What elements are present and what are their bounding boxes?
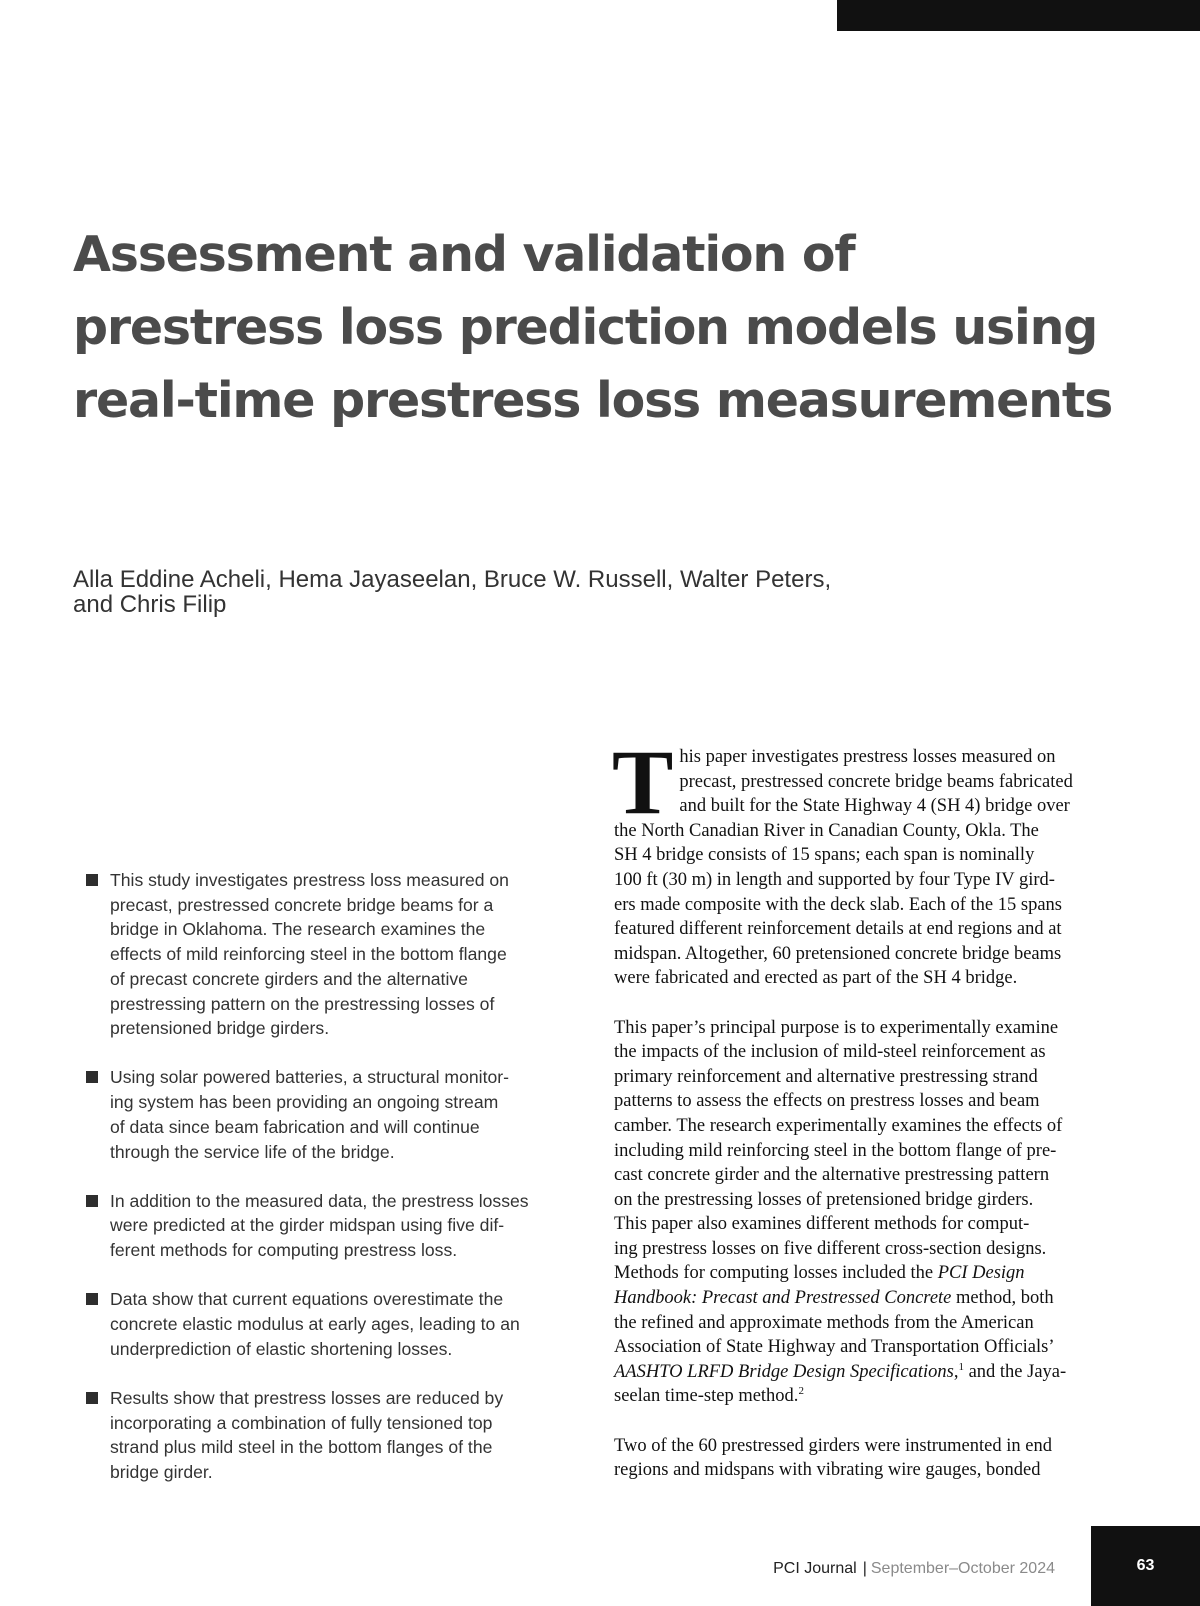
body-line: Two of the 60 prestressed girders were instrumented in end [614,1435,1052,1456]
body-line: precast, prestressed concrete bridge beams fabricated [679,771,1073,792]
italic-title: AASHTO LRFD Bridge Design Specifications [614,1361,954,1382]
square-bullet-icon [86,1392,98,1404]
title-line: Assessment and validation of [73,226,855,283]
title-line: prestress loss prediction models using [73,299,1098,356]
issue-date: September–October 2024 [870,1560,1055,1577]
key-point-line: ferent methods for computing prestress loss. [110,1240,458,1261]
author-line: Alla Eddine Acheli, Hema Jayaseelan, Bruce W. Russell, Walter Peters, [73,566,832,593]
key-point-line: of precast concrete girders and the alternative [110,968,468,989]
footer-separator: | [862,1560,867,1577]
body-line: ing prestress losses on five different cross-section designs. [614,1238,1047,1259]
key-point [86,1386,586,1485]
body-line: his paper investigates prestress losses measured on [679,747,1056,767]
text-run: method, both [951,1288,1054,1309]
text-run: and the Jaya- [963,1361,1067,1382]
body-line: ers made composite with the deck slab. Each of the 15 spans [614,894,1062,915]
key-point-line: Data show that current equations overestimate the [110,1289,504,1310]
body-line: and built for the State Highway 4 (SH 4) bridge over [679,796,1070,817]
key-point-line: pretensioned bridge girders. [110,1018,330,1039]
body-line: the impacts of the inclusion of mild-steel reinforcement as [614,1042,1046,1063]
key-point [86,1189,586,1263]
key-point-line: prestressing pattern on the prestressing losses of [110,993,495,1014]
key-point-line: In addition to the measured data, the prestress losses [110,1190,529,1211]
page-number-box [1091,1526,1200,1606]
key-point-line: precast, prestressed concrete bridge beams for a [110,894,494,915]
body-line: cast concrete girder and the alternative prestressing pattern [614,1165,1050,1186]
key-point-line: were predicted at the girder midspan using five dif- [110,1215,505,1236]
key-point-line: This study investigates prestress loss measured on [110,870,509,890]
square-bullet-icon [86,1293,98,1305]
key-point-line: incorporating a combination of fully tensioned top [110,1412,493,1433]
header-bar [837,0,1200,31]
key-point-line: of data since beam fabrication and will continue [110,1116,480,1137]
key-point-line: concrete elastic modulus at early ages, leading to an [110,1314,520,1335]
body-line: were fabricated and erected as part of the SH 4 bridge. [614,968,1018,989]
body-paragraph [614,1016,1134,1410]
body-line: This paper also examines different methods for comput- [614,1214,1030,1235]
journal-name: PCI Journal [773,1560,857,1577]
body-line: This paper’s principal purpose is to experimentally examine [614,1017,1059,1038]
article-title [73,218,1173,437]
body-line [614,1286,1134,1311]
page-number: 63 [1136,1557,1155,1574]
key-point-line: underprediction of elastic shortening losses. [110,1338,453,1359]
citation-ref: 2 [798,1385,804,1398]
key-point-line: Results show that prestress losses are reduced by [110,1387,504,1408]
body-line: 100 ft (30 m) in length and supported by four Type IV gird- [614,869,1055,890]
key-point-line: effects of mild reinforcing steel in the bottom flange [110,944,507,965]
author-list [73,567,1073,617]
key-point [86,868,586,1041]
citation-ref: 1 [958,1360,964,1373]
key-point-line: bridge girder. [110,1462,213,1483]
square-bullet-icon [86,1071,98,1083]
body-paragraph [614,1434,1134,1483]
body-line: patterns to assess the effects on prestress losses and beam [614,1091,1040,1112]
body-line: including mild reinforcing steel in the bottom flange of pre- [614,1140,1057,1161]
title-line: real-time prestress loss measurements [73,372,1113,429]
square-bullet-icon [86,874,98,886]
key-point-line: strand plus mild steel in the bottom flanges of the [110,1437,493,1458]
body-line: the North Canadian River in Canadian County, Okla. The [614,820,1039,841]
drop-cap: T [612,731,674,833]
square-bullet-icon [86,1195,98,1207]
text-run: , [953,1361,959,1382]
body-paragraph [612,731,1134,991]
key-point-line: bridge in Oklahoma. The research examines the [110,919,486,940]
page-footer [773,1560,1055,1578]
body-line [614,1384,1134,1409]
italic-title: PCI Design [937,1263,1025,1284]
text-run: Methods for computing losses included the [614,1263,938,1284]
key-point-line: Using solar powered batteries, a structural monitor- [110,1067,509,1088]
key-points-list [86,868,586,1509]
body-line: midspan. Altogether, 60 pretensioned concrete bridge beams [614,943,1062,964]
body-line: Association of State Highway and Transportation Officials’ [614,1337,1055,1358]
body-line: camber. The research experimentally examines the effects of [614,1115,1063,1136]
body-line: the refined and approximate methods from the American [614,1312,1034,1333]
body-line: regions and midspans with vibrating wire gauges, bonded [614,1460,1041,1481]
body-line [614,1360,1134,1385]
key-point-line: through the service life of the bridge. [110,1141,395,1162]
italic-title: Handbook: Precast and Prestressed Concrete [614,1288,952,1309]
body-line: featured different reinforcement details at end regions and at [614,919,1062,940]
body-text [612,731,1134,1507]
key-point [86,1065,586,1164]
author-line: and Chris Filip [73,591,227,618]
text-run: seelan time-step method. [614,1386,799,1407]
body-line [614,1261,1134,1286]
body-line: primary reinforcement and alternative prestressing strand [614,1066,1038,1087]
key-point [86,1287,586,1361]
body-line: SH 4 bridge consists of 15 spans; each span is nominally [614,845,1035,866]
body-line: on the prestressing losses of pretensioned bridge girders. [614,1189,1034,1210]
key-point-line: ing system has been providing an ongoing stream [110,1092,499,1113]
